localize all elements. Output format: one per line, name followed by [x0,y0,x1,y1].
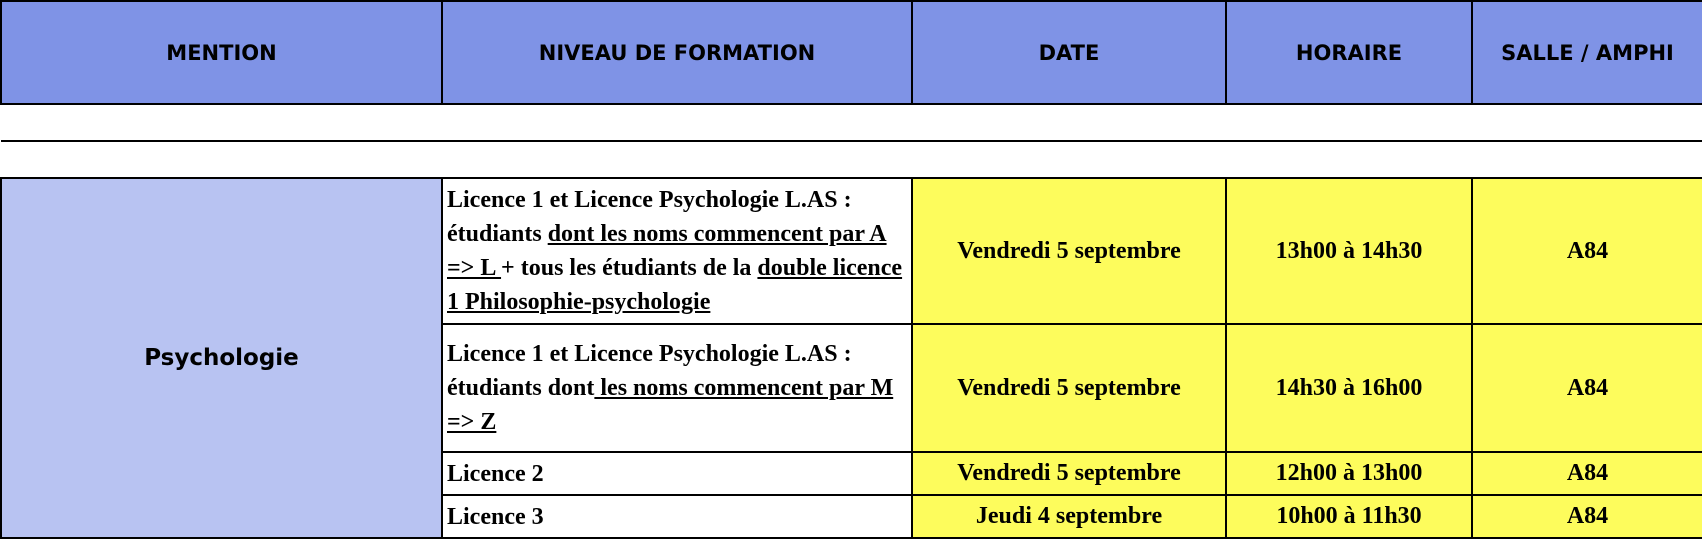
salle-cell: A84 [1472,178,1702,324]
header-niveau: NIVEAU DE FORMATION [442,1,912,104]
niveau-underlined-text: dont les noms commencent par A => L [447,221,887,281]
niveau-text: Licence 3 [447,503,544,530]
header-salle: SALLE / AMPHI [1472,1,1702,104]
horaire-cell: 12h00 à 13h00 [1226,452,1472,495]
niveau-cell [442,324,912,452]
header-mention: MENTION [1,1,442,104]
niveau-text: Licence 1 et Licence Psychologie L.AS : étudiants [447,187,852,247]
niveau-text: + tous les étudiants de la [501,255,758,281]
niveau-underlined-text: les noms commencent par M => Z [447,375,894,435]
empty-row [1,104,1702,141]
salle-cell: A84 [1472,324,1702,452]
horaire-cell: 14h30 à 16h00 [1226,324,1472,452]
niveau-cell [442,495,912,538]
niveau-cell [442,178,912,324]
horaire-cell: 10h00 à 11h30 [1226,495,1472,538]
mention-cell: Psychologie [1,178,442,538]
niveau-text: Licence 2 [447,460,544,487]
niveau-text: Licence 1 et Licence Psychologie L.AS : étudiants dont [447,341,852,401]
table-row [1,178,1702,324]
header-row [1,1,1702,104]
niveau-underlined-text: double licence 1 Philosophie-psychologie [447,255,903,315]
salle-cell: A84 [1472,452,1702,495]
horaire-cell: 13h00 à 14h30 [1226,178,1472,324]
date-cell: Jeudi 4 septembre [912,495,1226,538]
header-horaire: HORAIRE [1226,1,1472,104]
header-date: DATE [912,1,1226,104]
date-cell: Vendredi 5 septembre [912,452,1226,495]
date-cell: Vendredi 5 septembre [912,324,1226,452]
empty-row [1,141,1702,178]
niveau-cell [442,452,912,495]
salle-cell: A84 [1472,495,1702,538]
date-cell: Vendredi 5 septembre [912,178,1226,324]
